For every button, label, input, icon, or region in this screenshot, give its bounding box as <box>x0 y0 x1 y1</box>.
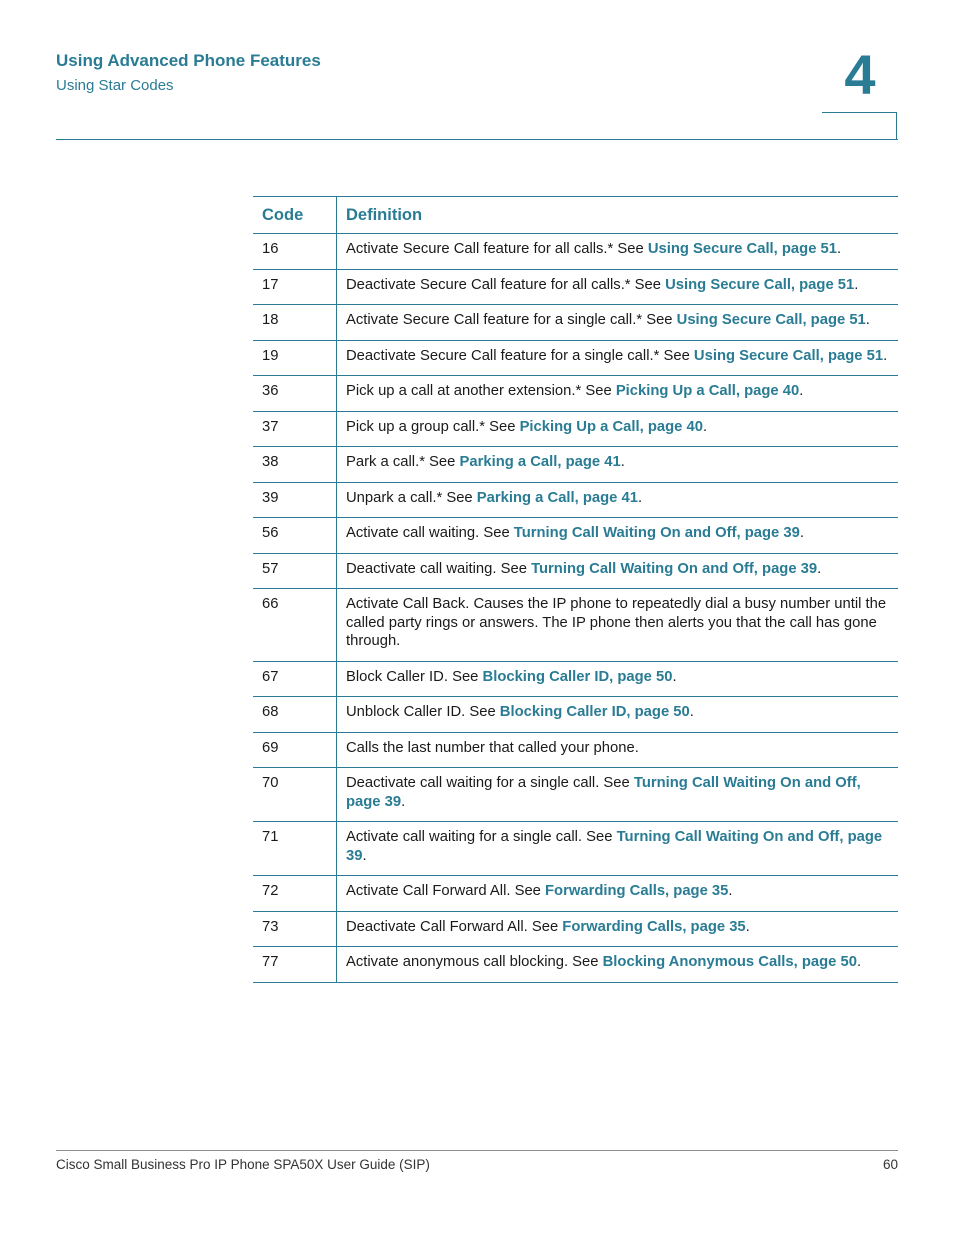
definition-cell <box>337 911 899 947</box>
definition-text: Unblock Caller ID. See <box>346 704 500 720</box>
star-code-cell: 66 <box>253 589 337 662</box>
footer-divider <box>56 1150 898 1151</box>
footer-page-number: 60 <box>882 1157 898 1172</box>
definition-cell <box>337 947 899 983</box>
table-row <box>253 589 898 662</box>
definition-punctuation: . <box>620 454 625 470</box>
cross-reference-link[interactable]: Blocking Caller ID, page 50 <box>499 704 690 720</box>
definition-cell <box>337 305 899 341</box>
star-code-cell: 19 <box>253 340 337 376</box>
table-row <box>253 340 898 376</box>
definition-cell <box>337 822 899 876</box>
cross-reference-link[interactable]: Turning Call Waiting On and Off, page 39 <box>346 829 883 864</box>
definition-text: Activate Secure Call feature for all calls.* See <box>346 241 648 257</box>
table-row <box>253 697 898 733</box>
definition-cell <box>337 697 899 733</box>
cross-reference-link[interactable]: Picking Up a Call, page 40 <box>519 418 703 435</box>
definition-text: Park a call.* See <box>346 454 460 470</box>
star-codes-table <box>253 196 898 983</box>
definition-cell <box>337 482 899 518</box>
definition-text: Deactivate call waiting. See <box>346 560 532 577</box>
definition-text: Pick up a call at another extension.* See <box>346 383 616 399</box>
table-row <box>253 911 898 947</box>
cross-reference-link[interactable]: Using Secure Call, page 51 <box>665 276 855 293</box>
definition-punctuation: . <box>854 276 859 293</box>
star-code-cell: 18 <box>253 305 337 341</box>
table-row <box>253 447 898 483</box>
table-row <box>253 768 898 822</box>
definition-punctuation: . <box>702 418 708 435</box>
definition-punctuation: . <box>883 347 888 364</box>
definition-cell <box>337 768 899 822</box>
definition-punctuation: . <box>362 847 367 864</box>
star-code-cell: 72 <box>253 876 337 912</box>
definition-punctuation: . <box>856 954 862 970</box>
definition-punctuation: . <box>817 560 822 577</box>
star-code-cell: 73 <box>253 911 337 947</box>
definition-cell <box>337 411 899 447</box>
definition-cell <box>337 553 899 589</box>
cross-reference-link[interactable]: Forwarding Calls, page 35 <box>562 918 746 935</box>
cross-reference-link[interactable]: Turning Call Waiting On and Off, page 39 <box>513 525 800 541</box>
star-code-cell: 69 <box>253 732 337 768</box>
definition-text: Deactivate Secure Call feature for a single call.* See <box>346 347 694 364</box>
table-row <box>253 661 898 697</box>
definition-text: Calls the last number that called your phone. <box>346 739 639 756</box>
definition-cell <box>337 661 899 697</box>
table-row <box>253 822 898 876</box>
definition-cell <box>337 447 899 483</box>
definition-cell <box>337 234 899 270</box>
star-code-cell: 37 <box>253 411 337 447</box>
definition-text: Activate Call Forward All. See <box>346 883 546 899</box>
table-row <box>253 876 898 912</box>
definition-punctuation: . <box>799 383 804 399</box>
cross-reference-link[interactable]: Parking a Call, page 41 <box>476 489 638 506</box>
definition-cell <box>337 340 899 376</box>
cross-reference-link[interactable]: Picking Up a Call, page 40 <box>615 383 800 399</box>
cross-reference-link[interactable]: Blocking Anonymous Calls, page 50 <box>602 954 857 970</box>
star-code-cell: 71 <box>253 822 337 876</box>
table-row <box>253 518 898 554</box>
table-row <box>253 269 898 305</box>
cross-reference-link[interactable]: Using Secure Call, page 51 <box>676 312 866 328</box>
definition-punctuation: . <box>689 704 694 720</box>
definition-text: Activate call waiting. See <box>346 525 514 541</box>
chapter-number: 4 <box>844 43 876 106</box>
definition-punctuation: . <box>728 883 733 899</box>
definition-text: Pick up a group call.* See <box>346 418 520 435</box>
star-code-cell: 77 <box>253 947 337 983</box>
column-header-code: Code <box>253 197 337 234</box>
cross-reference-link[interactable]: Using Secure Call, page 51 <box>647 241 837 257</box>
table-row <box>253 553 898 589</box>
definition-text: Activate anonymous call blocking. See <box>346 954 603 970</box>
definition-text: Deactivate Secure Call feature for all calls.* See <box>346 276 666 293</box>
definition-text: Deactivate Call Forward All. See <box>346 918 563 935</box>
table-row <box>253 482 898 518</box>
definition-punctuation: . <box>672 668 677 685</box>
star-code-cell: 16 <box>253 234 337 270</box>
table-row <box>253 947 898 983</box>
definition-punctuation: . <box>799 525 804 541</box>
definition-text: Deactivate call waiting for a single call. See <box>346 775 634 791</box>
table-body <box>253 234 898 983</box>
definition-text: Unpark a call.* See <box>346 489 477 506</box>
definition-punctuation: . <box>745 918 750 935</box>
definition-punctuation: . <box>865 312 870 328</box>
star-code-cell: 36 <box>253 376 337 412</box>
section-title: Using Star Codes <box>56 77 174 94</box>
definition-cell <box>337 376 899 412</box>
table-row <box>253 411 898 447</box>
star-code-cell: 70 <box>253 768 337 822</box>
table-row <box>253 732 898 768</box>
chapter-title: Using Advanced Phone Features <box>56 51 321 70</box>
footer-document-title: Cisco Small Business Pro IP Phone SPA50X User Guide (SIP) <box>56 1157 430 1172</box>
cross-reference-link[interactable]: Turning Call Waiting On and Off, page 39 <box>531 560 818 577</box>
star-code-cell: 57 <box>253 553 337 589</box>
star-code-cell: 56 <box>253 518 337 554</box>
definition-cell <box>337 518 899 554</box>
star-code-cell: 38 <box>253 447 337 483</box>
cross-reference-link[interactable]: Forwarding Calls, page 35 <box>545 883 729 899</box>
cross-reference-link[interactable]: Turning Call Waiting On and Off, page 39 <box>346 775 861 810</box>
header-divider <box>56 139 898 140</box>
chapter-number-frame <box>822 112 897 139</box>
definition-text: Activate Call Back. Causes the IP phone to repeatedly dial a busy number until the called party rings or answers. The IP phone then alerts you that the call has gone through. <box>346 596 887 649</box>
definition-cell <box>337 269 899 305</box>
table-row <box>253 376 898 412</box>
cross-reference-link[interactable]: Parking a Call, page 41 <box>459 454 621 470</box>
definition-punctuation: . <box>837 241 842 257</box>
definition-cell <box>337 876 899 912</box>
table-header-row <box>253 197 898 234</box>
definition-text: Block Caller ID. See <box>346 668 483 685</box>
star-code-cell: 17 <box>253 269 337 305</box>
definition-punctuation: . <box>637 489 643 506</box>
table-row <box>253 305 898 341</box>
cross-reference-link[interactable]: Blocking Caller ID, page 50 <box>482 668 673 685</box>
star-code-cell: 68 <box>253 697 337 733</box>
cross-reference-link[interactable]: Using Secure Call, page 51 <box>693 347 884 364</box>
star-code-cell: 39 <box>253 482 337 518</box>
definition-cell <box>337 589 899 662</box>
definition-cell <box>337 732 899 768</box>
definition-text: Activate Secure Call feature for a single call.* See <box>346 312 677 328</box>
column-header-definition: Definition <box>337 197 899 234</box>
definition-punctuation: . <box>401 793 406 810</box>
definition-text: Activate call waiting for a single call. See <box>346 829 617 845</box>
table-row <box>253 234 898 270</box>
star-code-cell: 67 <box>253 661 337 697</box>
